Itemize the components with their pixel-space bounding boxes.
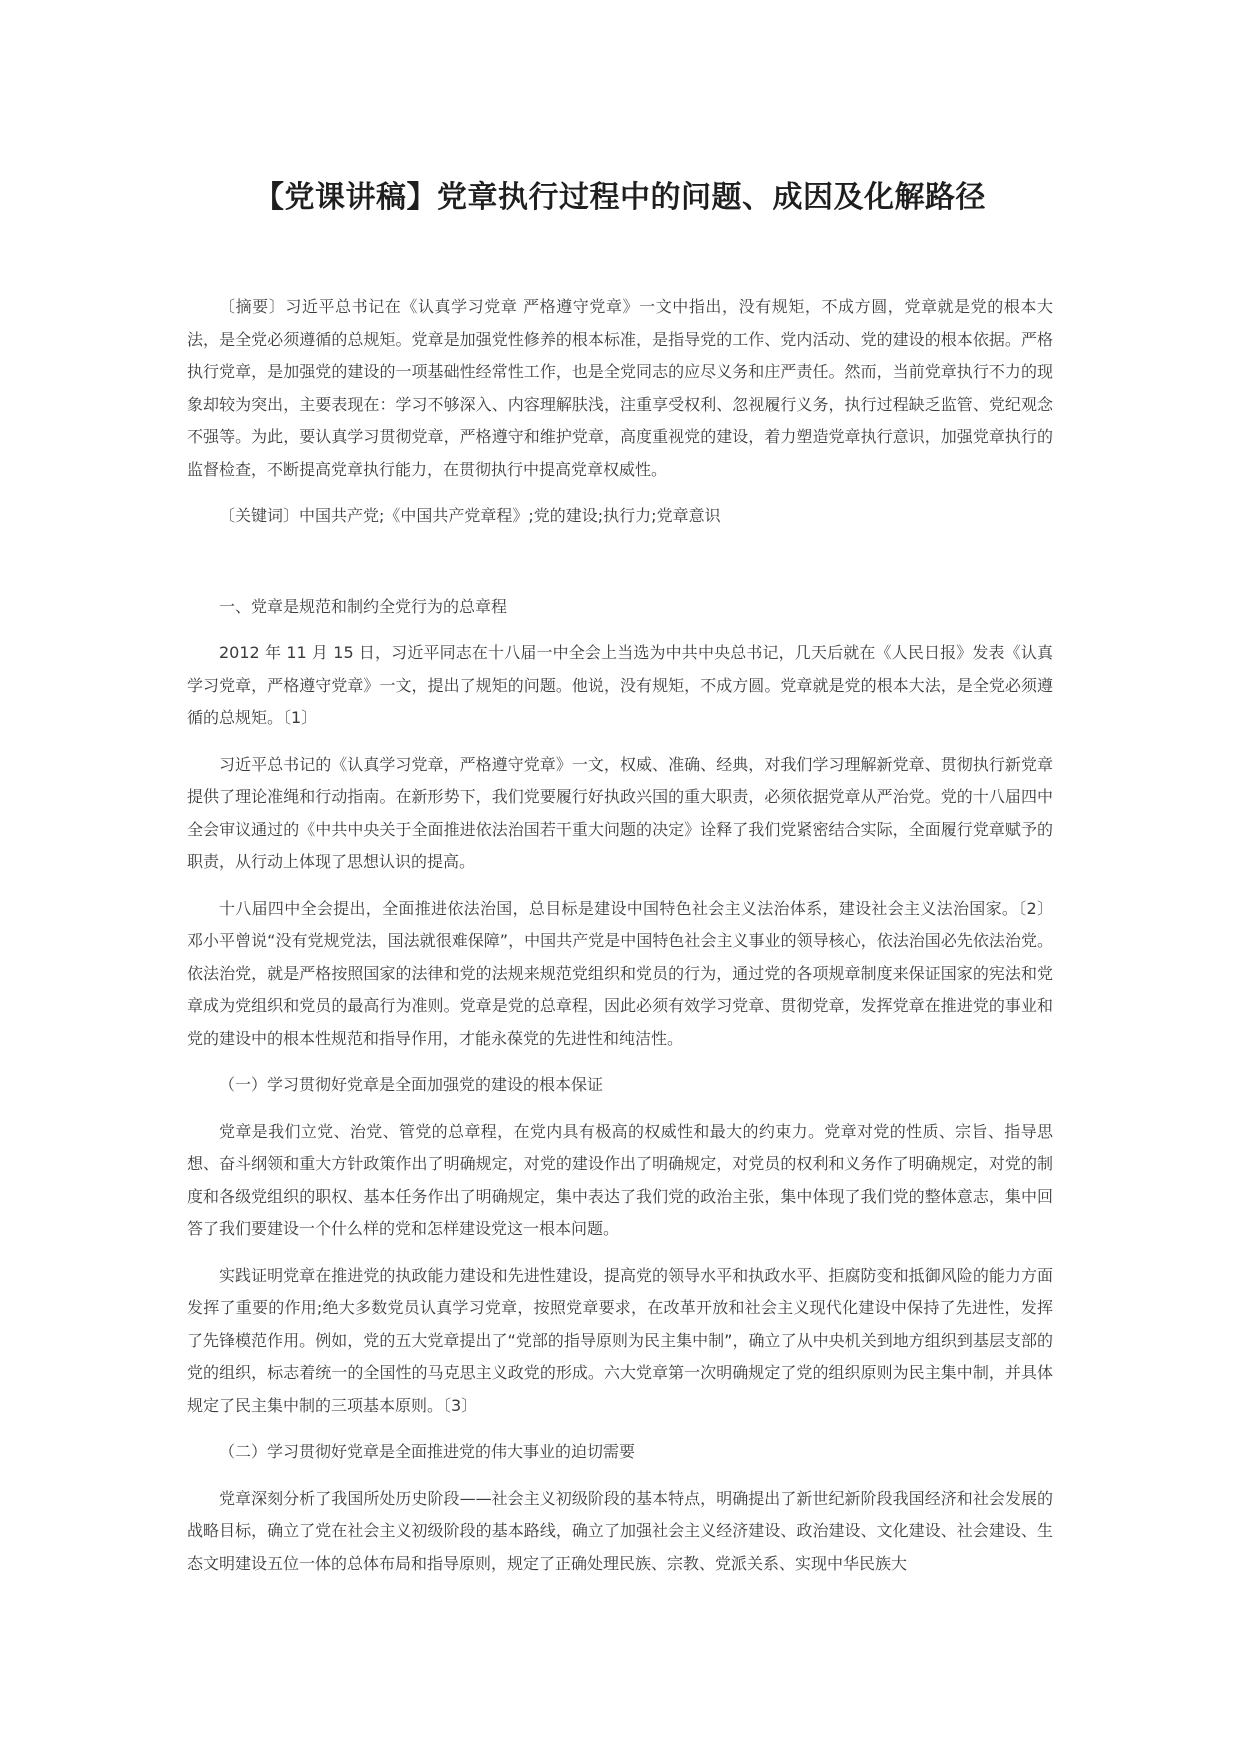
subsection-heading-2: （二）学习贯彻好党章是全面推进党的伟大事业的迫切需要: [219, 1442, 636, 1461]
body-paragraph: 党章是我们立党、治党、管党的总章程，在党内具有极高的权威性和最大的约束力。党章对党的性质、宗旨、指导思想、奋斗纲领和重大方针政策作出了明确规定，对党的建设作出了明确规定，对党员的权利和义务作了明确规定，对党的制度和各级党组织的职权、基本任务作出了明确规定，集中表达了我们党的政治主张，集中体现了我们党的整体意志，集中回答了我们要建设一个什么样的党和怎样建设党这一根本问题。: [187, 1121, 1053, 1238]
section-spacer: [187, 547, 1053, 591]
body-paragraph: 习近平总书记的《认真学习党章，严格遵守党章》一文，权威、准确、经典，对我们学习理解新党章、贯彻执行新党章提供了理论准绳和行动指南。在新形势下，我们党要履行好执政兴国的重大职责，必须依据党章从严治党。党的十八届四中全会审议通过的《中共中央关于全面推进依法治国若干重大问题的决定》诠释了我们党紧密结合实际，全面履行党章赋予的职责，从行动上体现了思想认识的提高。: [187, 754, 1053, 871]
abstract-paragraph: 〔摘要〕习近平总书记在《认真学习党章 严格遵守党章》一文中指出，没有规矩，不成方圆，党章就是党的根本大法，是全党必须遵循的总规矩。党章是加强党性修养的根本标准，是指导党的工作、党内活动、党的建设的根本依据。严格执行党章，是加强党的建设的一项基础性经常性工作，也是全党同志的应尽义务和庄严责任。然而，当前党章执行不力的现象却较为突出，主要表现在：学习不够深入、内容理解肤浅，注重享受权利、忽视履行义务，执行过程缺乏监管、党纪观念不强等。为此，要认真学习贯彻党章，严格遵守和维护党章，高度重视党的建设，着力塑造党章执行意识，加强党章执行的监督检查，不断提高党章执行能力，在贯彻执行中提高党章权威性。: [187, 297, 1053, 479]
body-paragraph: 十八届四中全会提出，全面推进依法治国，总目标是建设中国特色社会主义法治体系，建设社会主义法治国家。〔2〕邓小平曾说“没有党规党法，国法就很难保障”，中国共产党是中国特色社会主义事业的领导核心，依法治国必先依法治党。依法治党，就是严格按照国家的法律和党的法规来规范党组织和党员的行为，通过党的各项规章制度来保证国家的宪法和党章成为党组织和党员的最高行为准则。党章是党的总章程，因此必须有效学习党章、贯彻党章，发挥党章在推进党的事业和党的建设中的根本性规范和指导作用，才能永葆党的先进性和纯洁性。: [187, 898, 1053, 1048]
keywords-paragraph: 〔关键词〕中国共产党;《中国共产党章程》;党的建设;执行力;党章意识: [219, 506, 721, 525]
document-body: [187, 291, 1053, 1594]
section-heading-1: 一、党章是规范和制约全党行为的总章程: [219, 596, 508, 616]
document-title: 【党课讲稿】党章执行过程中的问题、成因及化解路径: [254, 180, 986, 215]
subsection-heading-1: （一）学习贯彻好党章是全面加强党的建设的根本保证: [219, 1075, 604, 1094]
body-paragraph: 党章深刻分析了我国所处历史阶段——社会主义初级阶段的基本特点，明确提出了新世纪新阶段我国经济和社会发展的战略目标，确立了党在社会主义初级阶段的基本路线，确立了加强社会主义经济建设、政治建设、文化建设、社会建设、生态文明建设五位一体的总体布局和指导原则，规定了正确处理民族、宗教、党派关系、实现中华民族大: [187, 1488, 1053, 1573]
body-paragraph: 实践证明党章在推进党的执政能力建设和先进性建设，提高党的领导水平和执政水平、拒腐防变和抵御风险的能力方面发挥了重要的作用;绝大多数党员认真学习党章，按照党章要求，在改革开放和社会主义现代化建设中保持了先进性，发挥了先锋模范作用。例如，党的五大党章提出了“党部的指导原则为民主集中制”，确立了从中央机关到地方组织到基层支部的党的组织，标志着统一的全国性的马克思主义政党的形成。六大党章第一次明确规定了党的组织原则为民主集中制，并具体规定了民主集中制的三项基本原则。〔3〕: [187, 1265, 1053, 1415]
body-paragraph: 2012 年 11 月 15 日，习近平同志在十八届一中全会上当选为中共中央总书记，几天后就在《人民日报》发表《认真学习党章，严格遵守党章》一文，提出了规矩的问题。他说，没有规矩，不成方圆。党章就是党的根本大法，是全党必须遵循的总规矩。〔1〕: [187, 643, 1053, 727]
